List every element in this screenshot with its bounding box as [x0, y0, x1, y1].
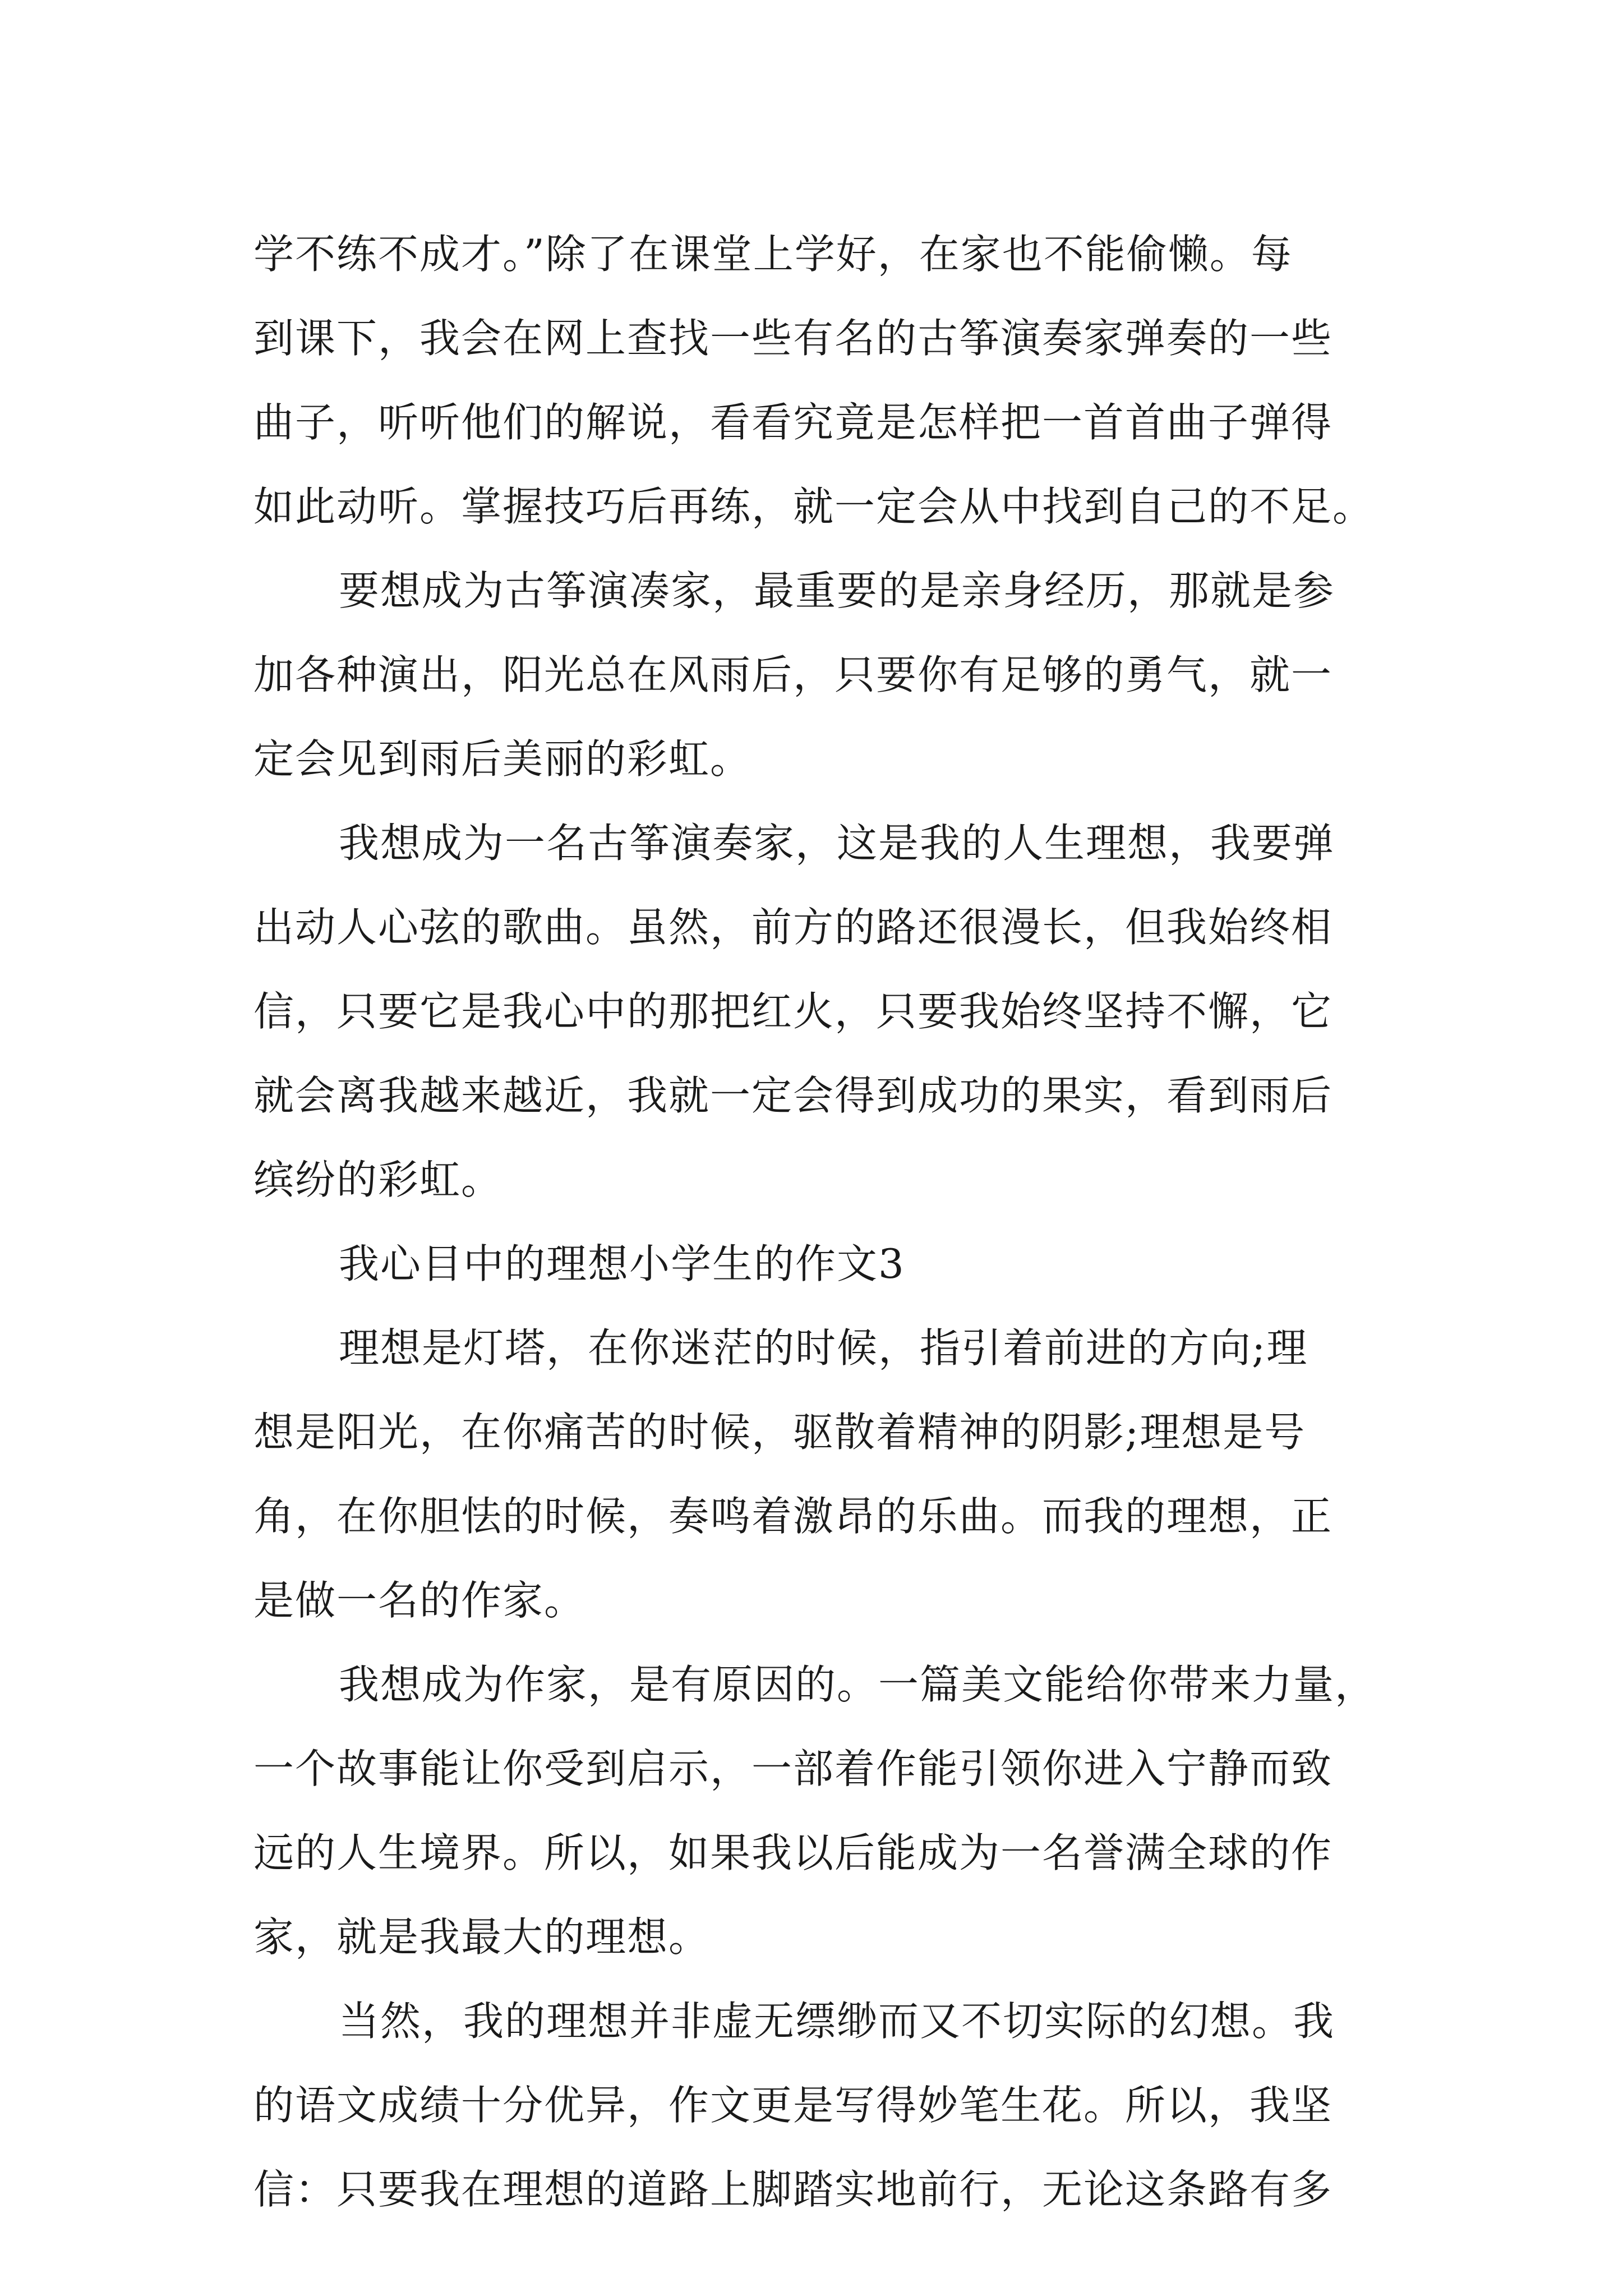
document-body	[253, 212, 1386, 2231]
text-line: 学不练不成才。”除了在课堂上学好，在家也不能偷懒。每	[253, 231, 1293, 278]
text-line: 如此动听。掌握技巧后再练，就一定会从中找到自己的不足。	[253, 483, 1375, 530]
text-line: 信，只要它是我心中的那把红火，只要我始终坚持不懈，它	[253, 988, 1333, 1035]
text-line: 一个故事能让你受到启示，一部着作能引领你进入宁静而致	[253, 1745, 1333, 1792]
paragraph-first-line: 要想成为古筝演凑家，最重要的是亲身经历，那就是参	[339, 567, 1335, 614]
text-line: 远的人生境界。所以，如果我以后能成为一名誉满全球的作	[253, 1829, 1333, 1876]
section-heading: 我心目中的理想小学生的作文3	[339, 1240, 905, 1287]
text-line: 家，就是我最大的理想。	[253, 1913, 711, 1961]
text-line: 缤纷的彩虹。	[253, 1156, 503, 1203]
paragraph-first-line: 我想成为作家，是有原因的。一篇美文能给你带来力量，	[339, 1661, 1377, 1708]
text-line: 出动人心弦的歌曲。虽然，前方的路还很漫长，但我始终相	[253, 904, 1333, 951]
text-line: 角，在你胆怯的时候，奏鸣着激昂的乐曲。而我的理想，正	[253, 1493, 1333, 1540]
text-line: 到课下，我会在网上查找一些有名的古筝演奏家弹奏的一些	[253, 315, 1333, 362]
text-line: 曲子，听听他们的解说，看看究竟是怎样把一首首曲子弹得	[253, 399, 1333, 446]
text-line: 信：只要我在理想的道路上脚踏实地前行，无论这条路有多	[253, 2166, 1333, 2213]
text-line: 是做一名的作家。	[253, 1577, 586, 1624]
text-line: 就会离我越来越近，我就一定会得到成功的果实，看到雨后	[253, 1072, 1333, 1119]
paragraph-first-line: 当然，我的理想并非虚无缥缈而又不切实际的幻想。我	[339, 1998, 1335, 2045]
text-line: 想是阳光，在你痛苦的时候，驱散着精神的阴影;理想是号	[253, 1409, 1306, 1456]
text-line: 加各种演出，阳光总在风雨后，只要你有足够的勇气，就一	[253, 651, 1333, 698]
text-line: 的语文成绩十分优异，作文更是写得妙笔生花。所以，我坚	[253, 2082, 1333, 2129]
text-line: 定会见到雨后美丽的彩虹。	[253, 735, 752, 783]
paragraph-first-line: 理想是灯塔，在你迷茫的时候，指引着前进的方向;理	[339, 1324, 1308, 1372]
paragraph-first-line: 我想成为一名古筝演奏家，这是我的人生理想，我要弹	[339, 820, 1335, 867]
